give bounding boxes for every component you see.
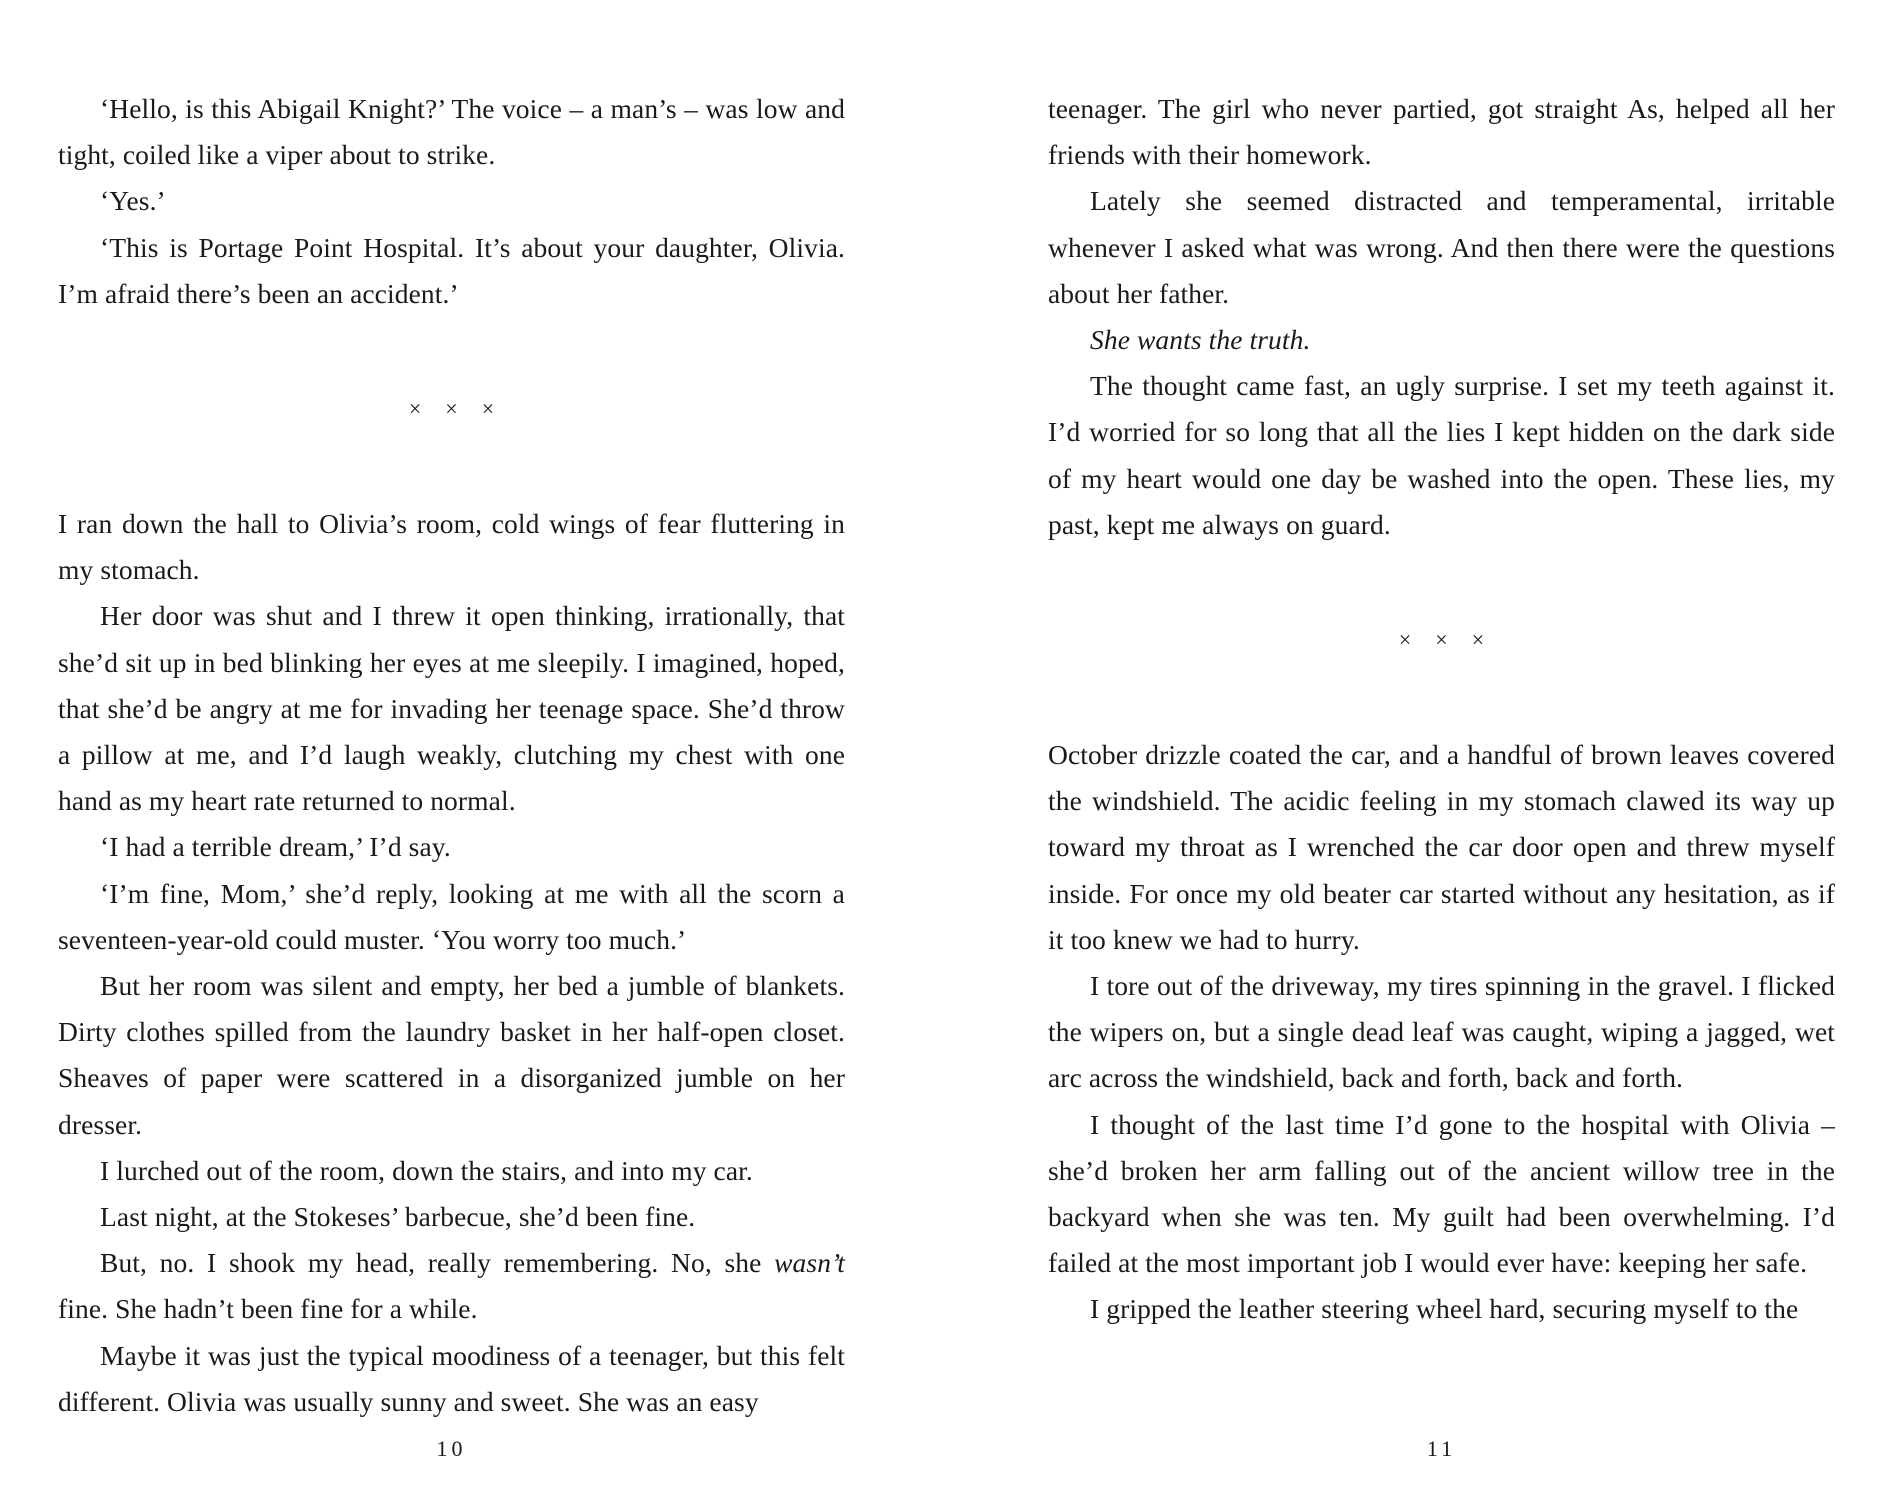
section-break-mark: × (445, 395, 458, 421)
text-run: But, no. I shook my head, really remembering. No, she (100, 1247, 775, 1279)
paragraph: But her room was silent and empty, her bed a jumble of blankets. Dirty clothes spilled from the laundry basket in her half-open closet. Sheaves of paper were scattered in a disorganized jumble on her dresser. (58, 970, 845, 1140)
section-break-mark: × (1398, 626, 1412, 652)
paragraph: October drizzle coated the car, and a handful of brown leaves covered the windshield. The acidic feeling in my stomach clawed its way up toward my throat as I wrenched the car door open and threw myself inside. For once my old beater car started without any hesitation, as if it too knew we had to hurry. (1048, 739, 1835, 955)
paragraph: ‘This is Portage Point Hospital. It’s about your daughter, Olivia. I’m afraid there’s been an accident.’ (58, 231, 845, 309)
emphasis-text: wasn’t (774, 1247, 845, 1279)
italic-thought: She wants the truth. (1090, 324, 1311, 356)
paragraph: I lurched out of the room, down the stairs, and into my car. (100, 1154, 753, 1186)
section-break-mark: × (408, 395, 422, 421)
paragraph: ‘I had a terrible dream,’ I’d say. (100, 831, 451, 863)
paragraph (1048, 317, 1835, 363)
paragraph: Last night, at the Stokeses’ barbecue, she’d been fine. (100, 1201, 696, 1233)
page-number-right: 11 (1426, 1436, 1457, 1461)
page-number-left: 10 (436, 1436, 467, 1461)
section-break-mark: × (1471, 626, 1485, 652)
section-break (58, 317, 845, 501)
paragraph: I thought of the last time I’d gone to the hospital with Olivia – she’d broken her arm falling out of the ancient willow tree in the backyard when she was ten. My guilt had been overwhelming. I’d failed at the most important job I would ever have: keeping her safe. (1048, 1108, 1835, 1279)
paragraph: Lately she seemed distracted and temperamental, irritable whenever I asked what was wrong. And then there were the questions about her father. (1048, 185, 1835, 309)
paragraph: ‘Hello, is this Abigail Knight?’ The voice – a man’s – was low and tight, coiled like a viper about to strike. (58, 93, 845, 171)
paragraph: teenager. The girl who never partied, got straight As, helped all her friends with their homework. (1048, 93, 1835, 171)
paragraph: I tore out of the driveway, my tires spinning in the gravel. I flicked the wipers on, but a single dead leaf was caught, wiping a jagged, wet arc across the windshield, back and forth, back and forth. (1048, 970, 1835, 1094)
paragraph: ‘I’m fine, Mom,’ she’d reply, looking at me with all the scorn a seventeen-year-old could muster. ‘You worry too much.’ (58, 877, 845, 955)
paragraph: I ran down the hall to Olivia’s room, cold wings of fear fluttering in my stomach. (58, 508, 845, 586)
section-break-mark: × (481, 395, 495, 421)
section-break (1048, 548, 1835, 732)
paragraph: Her door was shut and I threw it open thinking, irrationally, that she’d sit up in bed blinking her eyes at me sleepily. I imagined, hoped, that she’d be angry at me for invading her teenage space. She’d throw a pillow at me, and I’d laugh weakly, clutching my chest with one hand as my heart rate returned to normal. (58, 600, 845, 817)
right-page-body (1048, 86, 1835, 1333)
paragraph: Maybe it was just the typical moodiness of a teenager, but this felt different. Olivia was usually sunny and sweet. She was an easy (58, 1339, 845, 1417)
paragraph: I gripped the leather steering wheel hard, securing myself to the (1090, 1293, 1799, 1325)
left-page-body (58, 86, 845, 1425)
text-run: fine. She hadn’t been fine for a while. (58, 1293, 478, 1325)
section-break-mark: × (1435, 626, 1448, 652)
paragraph: The thought came fast, an ugly surprise. I set my teeth against it. I’d worried for so long that all the lies I kept hidden on the dark side of my heart would one day be washed into the open. These lies, my past, kept me always on guard. (1048, 370, 1835, 540)
paragraph: ‘Yes.’ (100, 185, 166, 217)
paragraph (58, 1240, 845, 1332)
